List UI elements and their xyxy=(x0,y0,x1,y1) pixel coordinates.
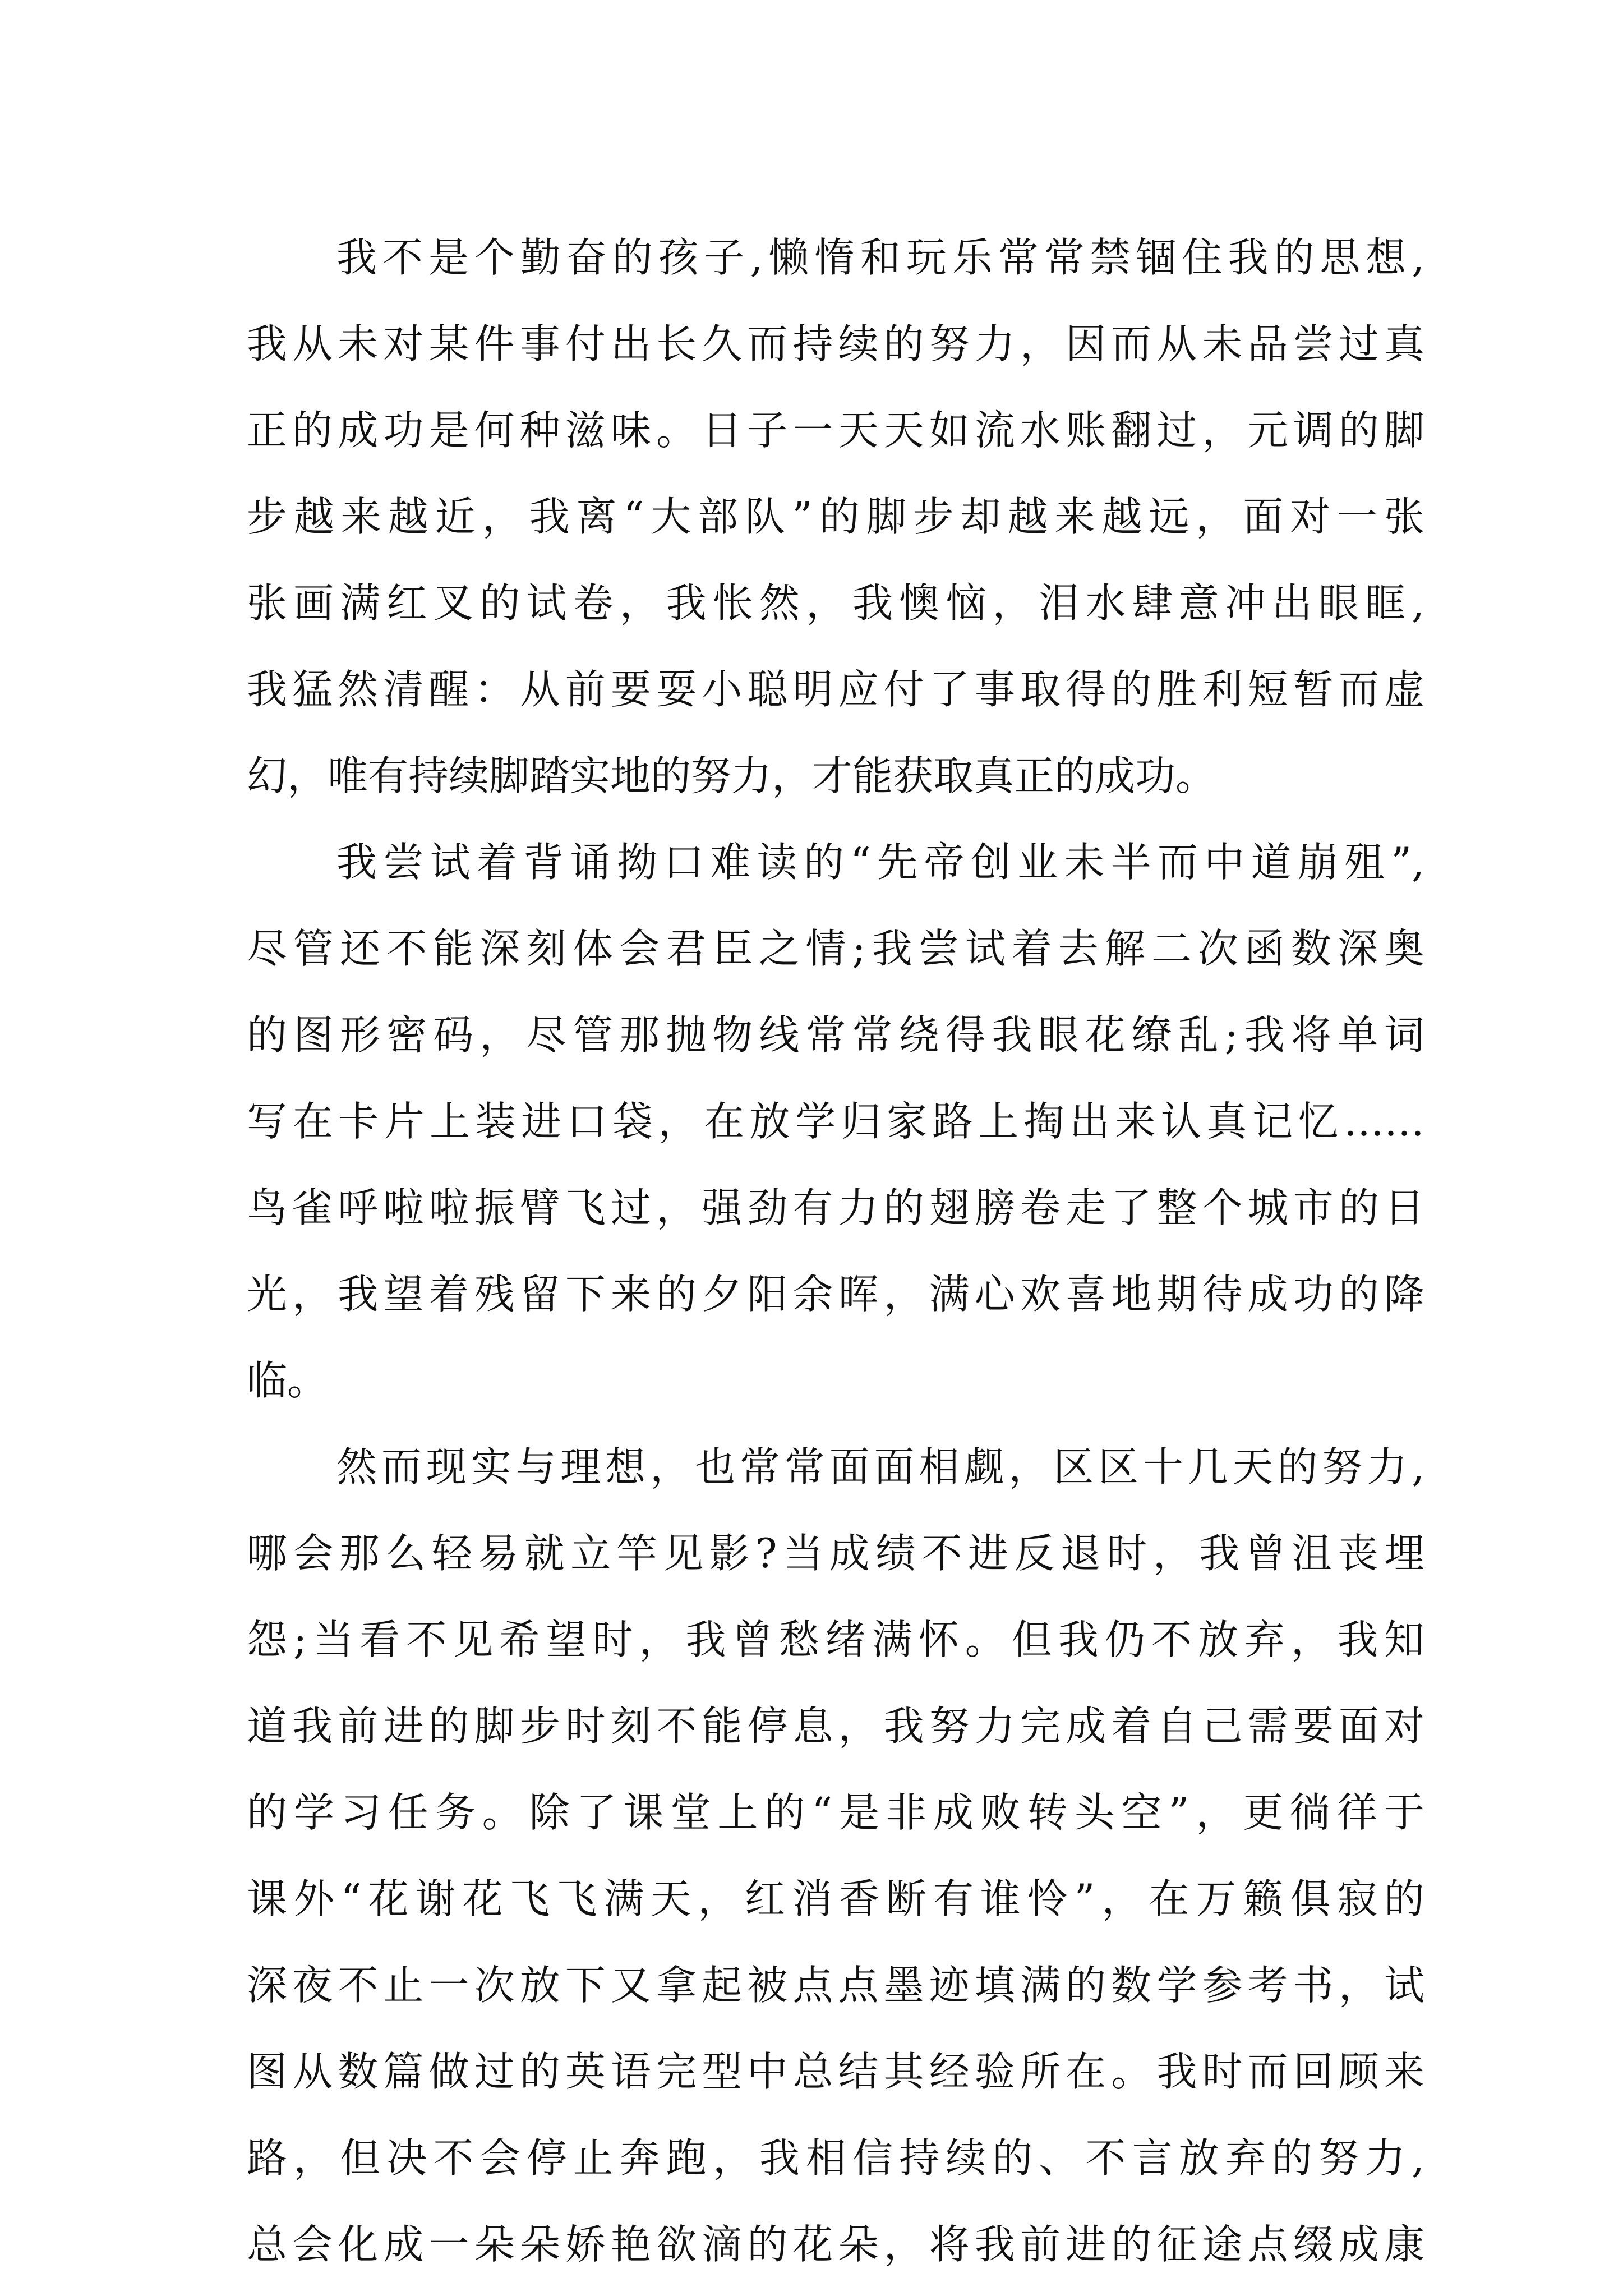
text-line: 课外“花谢花飞飞满天，红消香断有谁怜”，在万籁俱寂的 xyxy=(247,1875,1424,1922)
text-line: 总会化成一朵朵娇艳欲滴的花朵，将我前进的征途点缀成康 xyxy=(247,2221,1424,2268)
text-line: 步越来越近，我离“大部队”的脚步却越来越远，面对一张 xyxy=(247,493,1424,540)
text-line: 的学习任务。除了课堂上的“是非成败转头空”，更徜徉于 xyxy=(247,1789,1424,1836)
text-line: 道我前进的脚步时刻不能停息，我努力完成着自己需要面对 xyxy=(247,1703,1424,1750)
essay-body xyxy=(247,214,1424,2288)
paragraph-3 xyxy=(247,1424,1424,2288)
paragraph-1 xyxy=(247,214,1424,819)
text-line: 临。 xyxy=(247,1357,328,1404)
text-line: 的图形密码，尽管那抛物线常常绕得我眼花缭乱;我将单词 xyxy=(247,1011,1424,1059)
text-line: 幻，唯有持续脚踏实地的努力，才能获取真正的成功。 xyxy=(247,752,1216,799)
text-line: 哪会那么轻易就立竿见影?当成绩不进反退时，我曾沮丧埋 xyxy=(247,1530,1424,1577)
text-line: 正的成功是何种滋味。日子一天天如流水账翻过，元调的脚 xyxy=(247,407,1424,454)
text-line: 光，我望着残留下来的夕阳余晖，满心欢喜地期待成功的降 xyxy=(247,1271,1424,1318)
text-line: 我猛然清醒：从前要耍小聪明应付了事取得的胜利短暂而虚 xyxy=(247,666,1424,713)
text-line: 然而现实与理想，也常常面面相觑，区区十几天的努力, xyxy=(336,1443,1424,1490)
text-line: 我尝试着背诵拗口难读的“先帝创业未半而中道崩殂”, xyxy=(336,839,1424,886)
text-line: 鸟雀呼啦啦振臂飞过，强劲有力的翅膀卷走了整个城市的日 xyxy=(247,1184,1424,1231)
text-line: 张画满红叉的试卷，我怅然，我懊恼，泪水肆意冲出眼眶, xyxy=(247,579,1424,627)
text-line: 写在卡片上装进口袋，在放学归家路上掏出来认真记忆…… xyxy=(247,1098,1424,1145)
text-line: 深夜不止一次放下又拿起被点点墨迹填满的数学参考书，试 xyxy=(247,1962,1424,2009)
text-line: 我从未对某件事付出长久而持续的努力，因而从未品尝过真 xyxy=(247,320,1424,367)
text-line: 怨;当看不见希望时，我曾愁绪满怀。但我仍不放弃，我知 xyxy=(247,1616,1424,1663)
text-line: 路，但决不会停止奔跑，我相信持续的、不言放弃的努力, xyxy=(247,2134,1424,2182)
text-line: 尽管还不能深刻体会君臣之情;我尝试着去解二次函数深奥 xyxy=(247,925,1424,972)
text-line: 我不是个勤奋的孩子,懒惰和玩乐常常禁锢住我的思想, xyxy=(336,234,1424,281)
paragraph-2 xyxy=(247,819,1424,1424)
text-line: 图从数篇做过的英语完型中总结其经验所在。我时而回顾来 xyxy=(247,2048,1424,2095)
